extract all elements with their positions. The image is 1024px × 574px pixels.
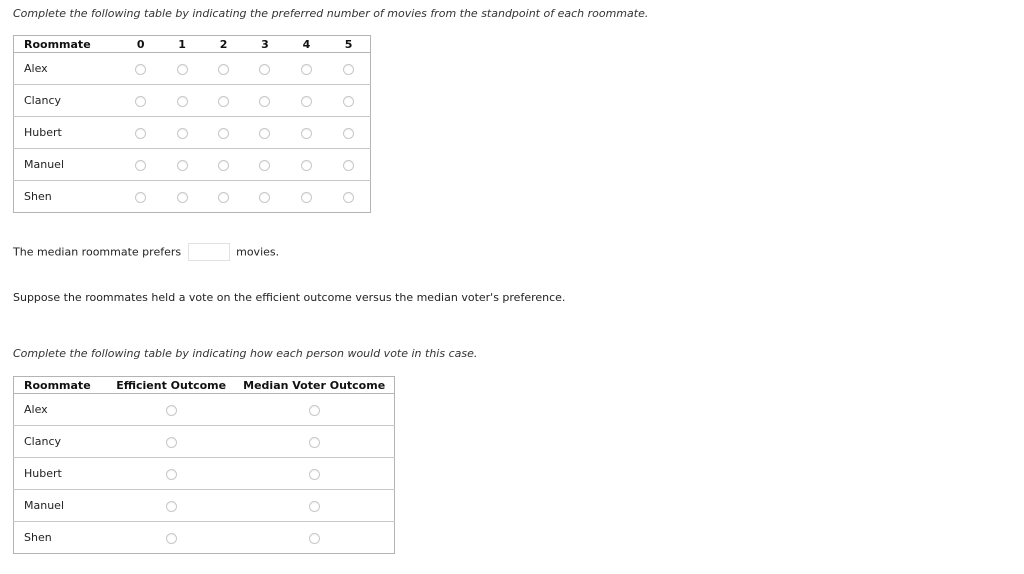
radio-shen-median[interactable] bbox=[309, 533, 320, 544]
radio-alex-5[interactable] bbox=[343, 64, 354, 75]
radio-alex-3[interactable] bbox=[259, 64, 270, 75]
radio-shen-3[interactable] bbox=[259, 192, 270, 203]
median-voter-outcome-header: Median Voter Outcome bbox=[234, 377, 394, 394]
roommate-name: Manuel bbox=[14, 490, 109, 522]
radio-shen-efficient[interactable] bbox=[166, 533, 177, 544]
radio-hubert-2[interactable] bbox=[218, 128, 229, 139]
option-4-header: 4 bbox=[286, 36, 327, 53]
radio-manuel-efficient[interactable] bbox=[166, 501, 177, 512]
option-2-header: 2 bbox=[203, 36, 244, 53]
table-row bbox=[14, 53, 371, 85]
vote-scenario-text: Suppose the roommates held a vote on the efficient outcome versus the median voter's preference. bbox=[13, 291, 566, 304]
radio-clancy-0[interactable] bbox=[135, 96, 146, 107]
table-row bbox=[14, 181, 371, 213]
option-1-header: 1 bbox=[161, 36, 202, 53]
radio-shen-1[interactable] bbox=[177, 192, 188, 203]
table2-instructions: Complete the following table by indicating how each person would vote in this case. bbox=[13, 347, 478, 360]
table-row bbox=[14, 426, 395, 458]
table1-instructions: Complete the following table by indicating the preferred number of movies from the standpoint of each roommate. bbox=[13, 7, 649, 20]
radio-hubert-0[interactable] bbox=[135, 128, 146, 139]
radio-clancy-3[interactable] bbox=[259, 96, 270, 107]
table-row bbox=[14, 522, 395, 554]
roommate-name: Shen bbox=[14, 181, 121, 213]
roommate-name: Shen bbox=[14, 522, 109, 554]
radio-clancy-4[interactable] bbox=[301, 96, 312, 107]
radio-manuel-2[interactable] bbox=[218, 160, 229, 171]
radio-hubert-5[interactable] bbox=[343, 128, 354, 139]
roommate-column-header: Roommate bbox=[14, 36, 121, 53]
radio-clancy-1[interactable] bbox=[177, 96, 188, 107]
roommate-name: Alex bbox=[14, 394, 109, 426]
table-header-row bbox=[14, 36, 371, 53]
option-3-header: 3 bbox=[244, 36, 285, 53]
table-row bbox=[14, 458, 395, 490]
median-movies-input[interactable] bbox=[188, 243, 230, 261]
option-0-header: 0 bbox=[120, 36, 161, 53]
roommate-name: Clancy bbox=[14, 426, 109, 458]
radio-manuel-3[interactable] bbox=[259, 160, 270, 171]
roommate-column-header: Roommate bbox=[14, 377, 109, 394]
roommate-name: Alex bbox=[14, 53, 121, 85]
radio-hubert-median[interactable] bbox=[309, 469, 320, 480]
radio-clancy-2[interactable] bbox=[218, 96, 229, 107]
table-row bbox=[14, 490, 395, 522]
table-row bbox=[14, 394, 395, 426]
option-5-header: 5 bbox=[327, 36, 370, 53]
radio-manuel-5[interactable] bbox=[343, 160, 354, 171]
table-row bbox=[14, 149, 371, 181]
radio-hubert-1[interactable] bbox=[177, 128, 188, 139]
table-row bbox=[14, 117, 371, 149]
roommate-name: Hubert bbox=[14, 458, 109, 490]
median-suffix: movies. bbox=[236, 245, 280, 259]
radio-manuel-1[interactable] bbox=[177, 160, 188, 171]
radio-clancy-5[interactable] bbox=[343, 96, 354, 107]
radio-clancy-efficient[interactable] bbox=[166, 437, 177, 448]
radio-hubert-4[interactable] bbox=[301, 128, 312, 139]
movie-preference-table bbox=[13, 35, 371, 213]
radio-alex-1[interactable] bbox=[177, 64, 188, 75]
radio-manuel-4[interactable] bbox=[301, 160, 312, 171]
radio-shen-0[interactable] bbox=[135, 192, 146, 203]
table-row bbox=[14, 85, 371, 117]
roommate-name: Hubert bbox=[14, 117, 121, 149]
radio-hubert-efficient[interactable] bbox=[166, 469, 177, 480]
radio-alex-efficient[interactable] bbox=[166, 405, 177, 416]
roommate-name: Manuel bbox=[14, 149, 121, 181]
median-sentence bbox=[13, 243, 279, 261]
radio-hubert-3[interactable] bbox=[259, 128, 270, 139]
radio-alex-4[interactable] bbox=[301, 64, 312, 75]
radio-shen-4[interactable] bbox=[301, 192, 312, 203]
vote-table bbox=[13, 376, 395, 554]
roommate-name: Clancy bbox=[14, 85, 121, 117]
radio-alex-median[interactable] bbox=[309, 405, 320, 416]
radio-alex-2[interactable] bbox=[218, 64, 229, 75]
efficient-outcome-header: Efficient Outcome bbox=[108, 377, 234, 394]
radio-manuel-0[interactable] bbox=[135, 160, 146, 171]
radio-shen-5[interactable] bbox=[343, 192, 354, 203]
radio-clancy-median[interactable] bbox=[309, 437, 320, 448]
radio-alex-0[interactable] bbox=[135, 64, 146, 75]
radio-manuel-median[interactable] bbox=[309, 501, 320, 512]
table-header-row bbox=[14, 377, 395, 394]
radio-shen-2[interactable] bbox=[218, 192, 229, 203]
median-prefix: The median roommate prefers bbox=[13, 245, 182, 259]
